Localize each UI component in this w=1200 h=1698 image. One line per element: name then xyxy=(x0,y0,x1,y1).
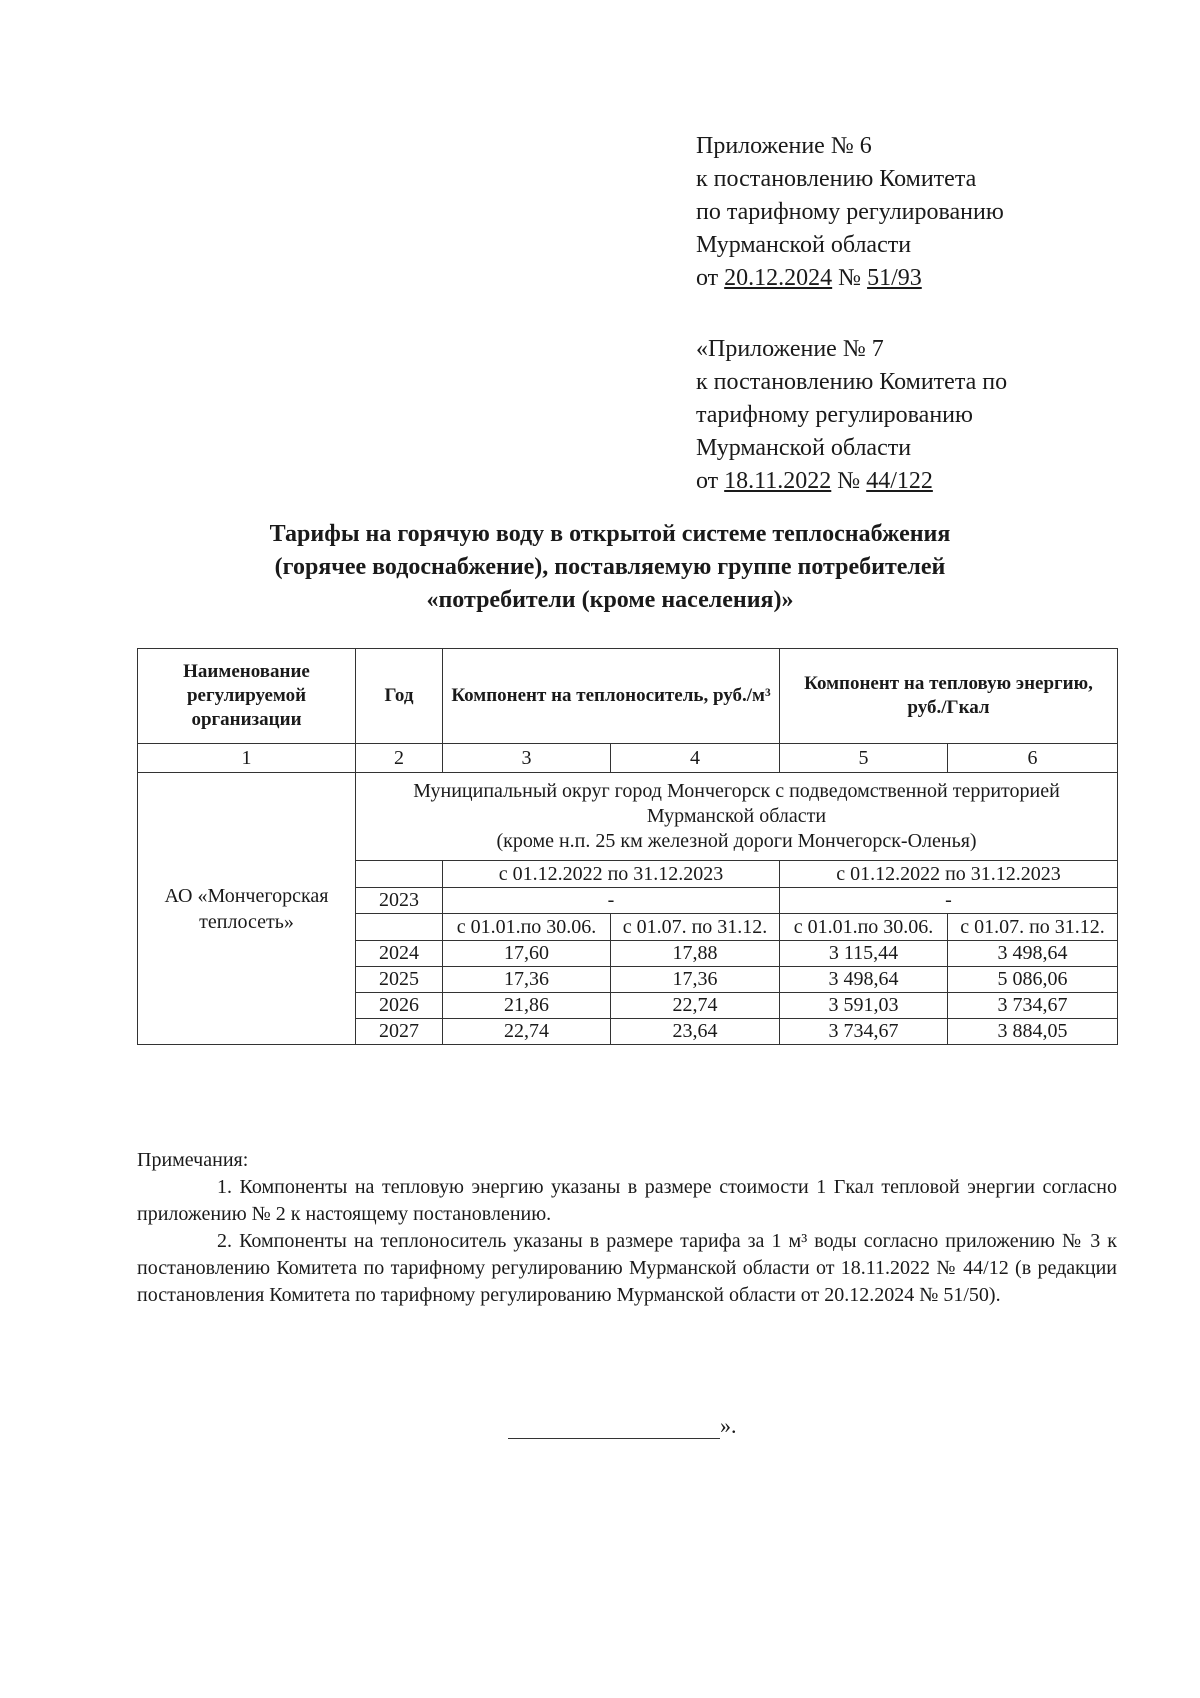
number-prefix: № xyxy=(832,265,868,291)
date-prefix: от xyxy=(696,468,725,494)
column-number: 5 xyxy=(780,744,948,773)
appendix-7-reference xyxy=(696,333,1126,498)
appendix-6-date: 20.12.2024 xyxy=(724,265,833,291)
coolant-second-half: с 01.07. по 31.12. xyxy=(611,914,780,941)
energy-h2-value: 3 734,67 xyxy=(948,993,1118,1019)
appendix-6-line4: Мурманской области xyxy=(696,232,912,258)
appendix-6-date-line xyxy=(696,262,1126,295)
empty-year-cell xyxy=(356,861,443,888)
energy-2023-value: - xyxy=(780,888,1118,914)
coolant-h1-value: 17,60 xyxy=(443,941,611,967)
note-item-2: 2. Компоненты на теплоноситель указаны в размере тарифа за 1 м³ воды согласно приложению № 3 к постановлению Комитета по тарифному регулированию Мурманской области от 18.11.2022 № 44/12 (в редакции постановления Комитета по тарифному регулированию Мурманской области от 20.12.2024 № 51/50). xyxy=(137,1230,1117,1306)
header-coolant-component: Компонент на теплоноситель, руб./м³ xyxy=(443,649,780,744)
coolant-first-half: с 01.01.по 30.06. xyxy=(443,914,611,941)
energy-h1-value: 3 734,67 xyxy=(780,1019,948,1045)
coolant-period-2023: с 01.12.2022 по 31.12.2023 xyxy=(443,861,780,888)
appendix-7-line1: «Приложение № 7 xyxy=(696,336,884,362)
coolant-h1-value: 22,74 xyxy=(443,1019,611,1045)
header-row xyxy=(138,649,1118,744)
number-prefix: № xyxy=(831,468,867,494)
coolant-h1-value: 21,86 xyxy=(443,993,611,1019)
energy-h2-value: 3 884,05 xyxy=(948,1019,1118,1045)
date-prefix: от xyxy=(696,265,725,291)
column-number: 2 xyxy=(356,744,443,773)
appendix-7-line3: тарифному регулированию xyxy=(696,402,973,428)
coolant-h1-value: 17,36 xyxy=(443,967,611,993)
year-cell: 2025 xyxy=(356,967,443,993)
appendix-7-date-line xyxy=(696,465,1126,498)
header-year: Год xyxy=(356,649,443,744)
column-number-row xyxy=(138,744,1118,773)
energy-h1-value: 3 591,03 xyxy=(780,993,948,1019)
coolant-h2-value: 22,74 xyxy=(611,993,780,1019)
organization-name: АО «Мончегорская теплосеть» xyxy=(138,773,356,1045)
appendix-7-date: 18.11.2022 xyxy=(724,468,832,494)
coolant-2023-value: - xyxy=(443,888,780,914)
coolant-h2-value: 17,88 xyxy=(611,941,780,967)
appendix-6-line3: по тарифному регулированию xyxy=(696,199,1004,225)
coolant-h2-value: 23,64 xyxy=(611,1019,780,1045)
document-title xyxy=(140,518,1080,617)
appendix-6-number: 51/93 xyxy=(867,265,922,291)
energy-h1-value: 3 115,44 xyxy=(780,941,948,967)
empty-year-cell xyxy=(356,914,443,941)
municipality-name: Муниципальный округ город Мончегорск с подведомственной территорией Мурманской области xyxy=(413,780,1060,827)
energy-first-half: с 01.01.по 30.06. xyxy=(780,914,948,941)
year-cell: 2027 xyxy=(356,1019,443,1045)
energy-period-2023: с 01.12.2022 по 31.12.2023 xyxy=(780,861,1118,888)
energy-second-half: с 01.07. по 31.12. xyxy=(948,914,1118,941)
year-cell: 2023 xyxy=(356,888,443,914)
municipality-row xyxy=(138,773,1118,861)
title-line2: (горячее водоснабжение), поставляемую группе потребителей xyxy=(274,554,946,580)
municipality-cell xyxy=(356,773,1118,861)
tariff-table xyxy=(137,648,1118,1045)
appendix-7-line4: Мурманской области xyxy=(696,435,912,461)
energy-h2-value: 3 498,64 xyxy=(948,941,1118,967)
year-cell: 2026 xyxy=(356,993,443,1019)
notes-heading: Примечания: xyxy=(137,1149,249,1171)
appendix-6-reference xyxy=(696,130,1126,295)
note-item-1: 1. Компоненты на тепловую энергию указаны в размере стоимости 1 Гкал тепловой энергии согласно приложению № 2 к настоящему постановлению. xyxy=(137,1176,1117,1225)
column-number: 6 xyxy=(948,744,1118,773)
header-organization: Наименование регулируемой организации xyxy=(138,649,356,744)
column-number: 4 xyxy=(611,744,780,773)
column-number: 3 xyxy=(443,744,611,773)
appendix-6-line1: Приложение № 6 xyxy=(696,133,872,159)
energy-h1-value: 3 498,64 xyxy=(780,967,948,993)
appendix-6-line2: к постановлению Комитета xyxy=(696,166,977,192)
appendix-7-number: 44/122 xyxy=(866,468,933,494)
title-line3: «потребители (кроме населения)» xyxy=(426,587,794,613)
column-number: 1 xyxy=(138,744,356,773)
header-energy-component: Компонент на тепловую энергию, руб./Гкал xyxy=(780,649,1118,744)
closing-line xyxy=(508,1413,737,1439)
appendix-7-line2: к постановлению Комитета по xyxy=(696,369,1008,395)
signature-line xyxy=(508,1438,720,1439)
coolant-h2-value: 17,36 xyxy=(611,967,780,993)
energy-h2-value: 5 086,06 xyxy=(948,967,1118,993)
closing-quote: ». xyxy=(720,1413,737,1438)
year-cell: 2024 xyxy=(356,941,443,967)
notes-section xyxy=(137,1147,1117,1309)
title-line1: Тарифы на горячую воду в открытой системе теплоснабжения xyxy=(269,521,951,547)
municipality-note: (кроме н.п. 25 км железной дороги Мончегорск-Оленья) xyxy=(496,830,977,852)
